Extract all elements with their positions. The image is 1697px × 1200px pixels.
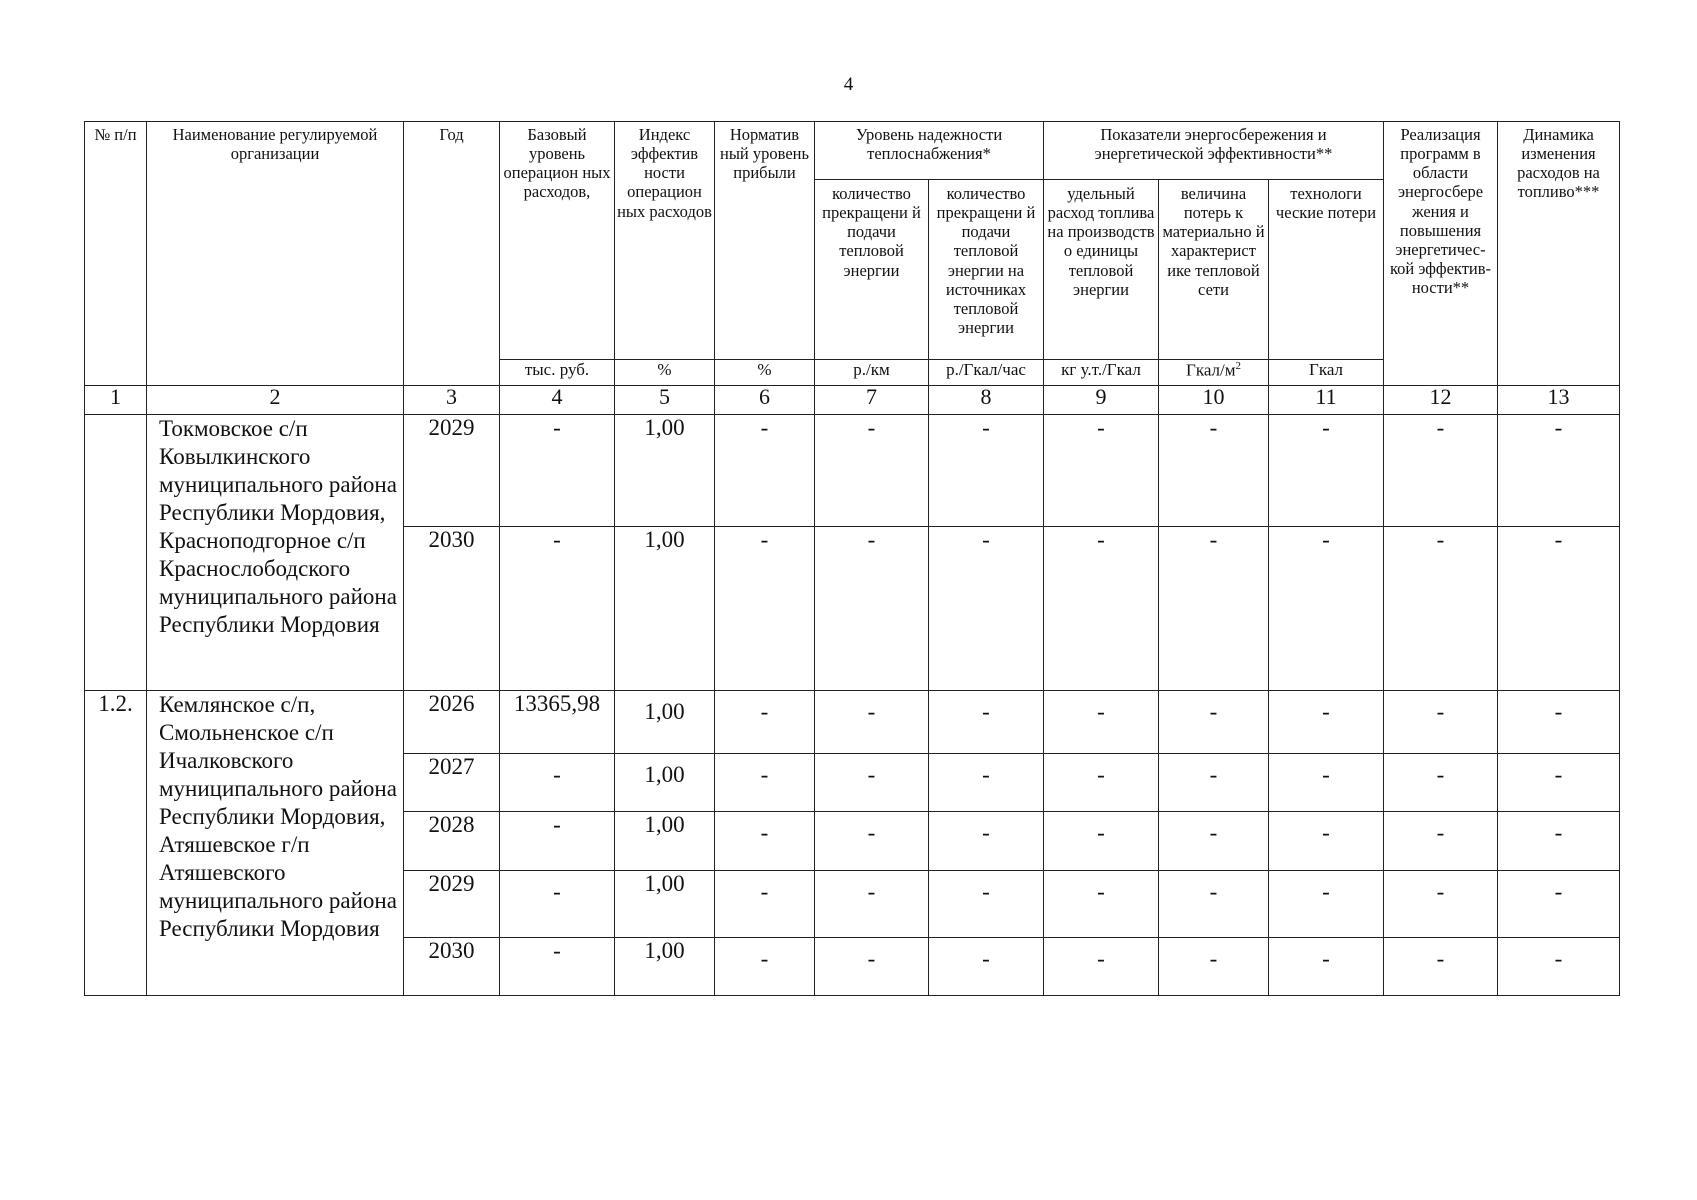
cell-profit: - — [715, 754, 815, 812]
header-reliability-group: Уровень надежности теплоснабжения* — [815, 122, 1044, 180]
cell-c7: - — [815, 938, 929, 996]
header-row — [85, 122, 1620, 180]
cell-c10: - — [1159, 938, 1269, 996]
cell-c7: - — [815, 754, 929, 812]
header-profit-level: Норматив ный уровень прибыли — [715, 122, 815, 360]
unit-fuel-rate: кг у.т./Гкал — [1044, 360, 1159, 386]
header-base-opex: Базовый уровень операцион ных расходов, — [500, 122, 615, 360]
row-number: 1.2. — [85, 691, 147, 996]
cell-c12: - — [1384, 691, 1498, 754]
column-number: 1 — [85, 386, 147, 415]
header-energy-program: Реализация программ в области энергосбере жения и повышения энергетичес- кой эффектив- ности** — [1384, 122, 1498, 386]
cell-profit: - — [715, 871, 815, 938]
cell-profit: - — [715, 527, 815, 691]
cell-c8: - — [929, 415, 1044, 527]
cell-profit: - — [715, 938, 815, 996]
header-year: Год — [404, 122, 500, 386]
cell-year: 2029 — [404, 871, 500, 938]
header-efficiency-index: Индекс эффектив ности операцион ных расходов — [615, 122, 715, 360]
cell-base-opex: - — [500, 527, 615, 691]
header-fuel-rate: удельный расход топлива на производств о единицы тепловой энергии — [1044, 180, 1159, 360]
cell-base-opex: - — [500, 754, 615, 812]
column-number: 2 — [147, 386, 404, 415]
cell-index: 1,00 — [615, 691, 715, 754]
cell-c13: - — [1498, 754, 1620, 812]
unit-superscript: 2 — [1235, 360, 1241, 372]
cell-c13: - — [1498, 527, 1620, 691]
cell-c9: - — [1044, 754, 1159, 812]
header-organization: Наименование регулируемой организации — [147, 122, 404, 386]
column-number: 5 — [615, 386, 715, 415]
cell-c12: - — [1384, 871, 1498, 938]
organization-name: Токмовское с/п Ковылкинского муниципального района Республики Мордовия, Красноподгорное с/п Краснослободского муниципального района Республики Мордовия — [147, 415, 404, 691]
cell-index: 1,00 — [615, 871, 715, 938]
cell-c9: - — [1044, 691, 1159, 754]
cell-index: 1,00 — [615, 754, 715, 812]
cell-c12: - — [1384, 527, 1498, 691]
organization-name: Кемлянское с/п, Смольненское с/п Ичалковского муниципального района Республики Мордовия, Атяшевское г/п Атяшевского муниципального района Республики Мордовия — [147, 691, 404, 996]
column-number: 11 — [1269, 386, 1384, 415]
column-number: 9 — [1044, 386, 1159, 415]
cell-c10: - — [1159, 527, 1269, 691]
cell-c8: - — [929, 754, 1044, 812]
unit-tech-losses: Гкал — [1269, 360, 1384, 386]
header-fuel-dynamics: Динамика изменения расходов на топливо*** — [1498, 122, 1620, 386]
page-number: 4 — [843, 74, 854, 95]
cell-c7: - — [815, 527, 929, 691]
column-number: 12 — [1384, 386, 1498, 415]
cell-base-opex: 13365,98 — [500, 691, 615, 754]
cell-c11: - — [1269, 415, 1384, 527]
cell-index: 1,00 — [615, 812, 715, 871]
cell-c13: - — [1498, 812, 1620, 871]
cell-c8: - — [929, 691, 1044, 754]
unit-index: % — [615, 360, 715, 386]
cell-c7: - — [815, 871, 929, 938]
cell-year: 2029 — [404, 415, 500, 527]
cell-c13: - — [1498, 415, 1620, 527]
unit-network-losses-text: Гкал/м — [1186, 360, 1236, 380]
cell-index: 1,00 — [615, 938, 715, 996]
cell-c13: - — [1498, 691, 1620, 754]
column-number: 13 — [1498, 386, 1620, 415]
cell-index: 1,00 — [615, 415, 715, 527]
cell-c7: - — [815, 812, 929, 871]
cell-year: 2027 — [404, 754, 500, 812]
unit-network-losses — [1159, 360, 1269, 386]
cell-c12: - — [1384, 812, 1498, 871]
tariff-table — [84, 121, 1620, 996]
column-number: 7 — [815, 386, 929, 415]
header-tech-losses: технологи ческие потери — [1269, 180, 1384, 360]
cell-year: 2030 — [404, 938, 500, 996]
cell-c8: - — [929, 527, 1044, 691]
column-numbers-row — [85, 386, 1620, 415]
column-number: 4 — [500, 386, 615, 415]
cell-c13: - — [1498, 871, 1620, 938]
cell-c8: - — [929, 871, 1044, 938]
cell-c8: - — [929, 812, 1044, 871]
cell-c9: - — [1044, 938, 1159, 996]
cell-c11: - — [1269, 938, 1384, 996]
cell-c11: - — [1269, 691, 1384, 754]
cell-c7: - — [815, 415, 929, 527]
header-interruptions-sources: количество прекращени й подачи тепловой энергии на источниках тепловой энергии — [929, 180, 1044, 360]
header-energy-group: Показатели энергосбережения и энергетической эффективности** — [1044, 122, 1384, 180]
cell-c12: - — [1384, 754, 1498, 812]
cell-c10: - — [1159, 691, 1269, 754]
cell-year: 2028 — [404, 812, 500, 871]
cell-c11: - — [1269, 527, 1384, 691]
table-row — [85, 415, 1620, 527]
cell-c9: - — [1044, 812, 1159, 871]
cell-year: 2030 — [404, 527, 500, 691]
cell-c12: - — [1384, 938, 1498, 996]
cell-base-opex: - — [500, 871, 615, 938]
unit-interruptions: р./км — [815, 360, 929, 386]
cell-c9: - — [1044, 871, 1159, 938]
cell-base-opex: - — [500, 415, 615, 527]
column-number: 10 — [1159, 386, 1269, 415]
cell-year: 2026 — [404, 691, 500, 754]
header-interruptions: количество прекращени й подачи тепловой энергии — [815, 180, 929, 360]
header-number: № п/п — [85, 122, 147, 386]
cell-c8: - — [929, 938, 1044, 996]
cell-c10: - — [1159, 415, 1269, 527]
cell-c11: - — [1269, 754, 1384, 812]
cell-c11: - — [1269, 871, 1384, 938]
unit-interruptions-sources: р./Гкал/час — [929, 360, 1044, 386]
unit-base-opex: тыс. руб. — [500, 360, 615, 386]
cell-c7: - — [815, 691, 929, 754]
cell-c9: - — [1044, 527, 1159, 691]
table-row — [85, 691, 1620, 754]
column-number: 8 — [929, 386, 1044, 415]
cell-c10: - — [1159, 871, 1269, 938]
cell-profit: - — [715, 812, 815, 871]
cell-profit: - — [715, 415, 815, 527]
cell-index: 1,00 — [615, 527, 715, 691]
header-network-losses: величина потерь к материально й характерист ике тепловой сети — [1159, 180, 1269, 360]
column-number: 3 — [404, 386, 500, 415]
cell-c10: - — [1159, 754, 1269, 812]
cell-profit: - — [715, 691, 815, 754]
column-number: 6 — [715, 386, 815, 415]
cell-c11: - — [1269, 812, 1384, 871]
cell-c12: - — [1384, 415, 1498, 527]
cell-base-opex: - — [500, 938, 615, 996]
cell-c13: - — [1498, 938, 1620, 996]
cell-c9: - — [1044, 415, 1159, 527]
unit-profit: % — [715, 360, 815, 386]
cell-c10: - — [1159, 812, 1269, 871]
cell-base-opex: - — [500, 812, 615, 871]
row-number — [85, 415, 147, 691]
